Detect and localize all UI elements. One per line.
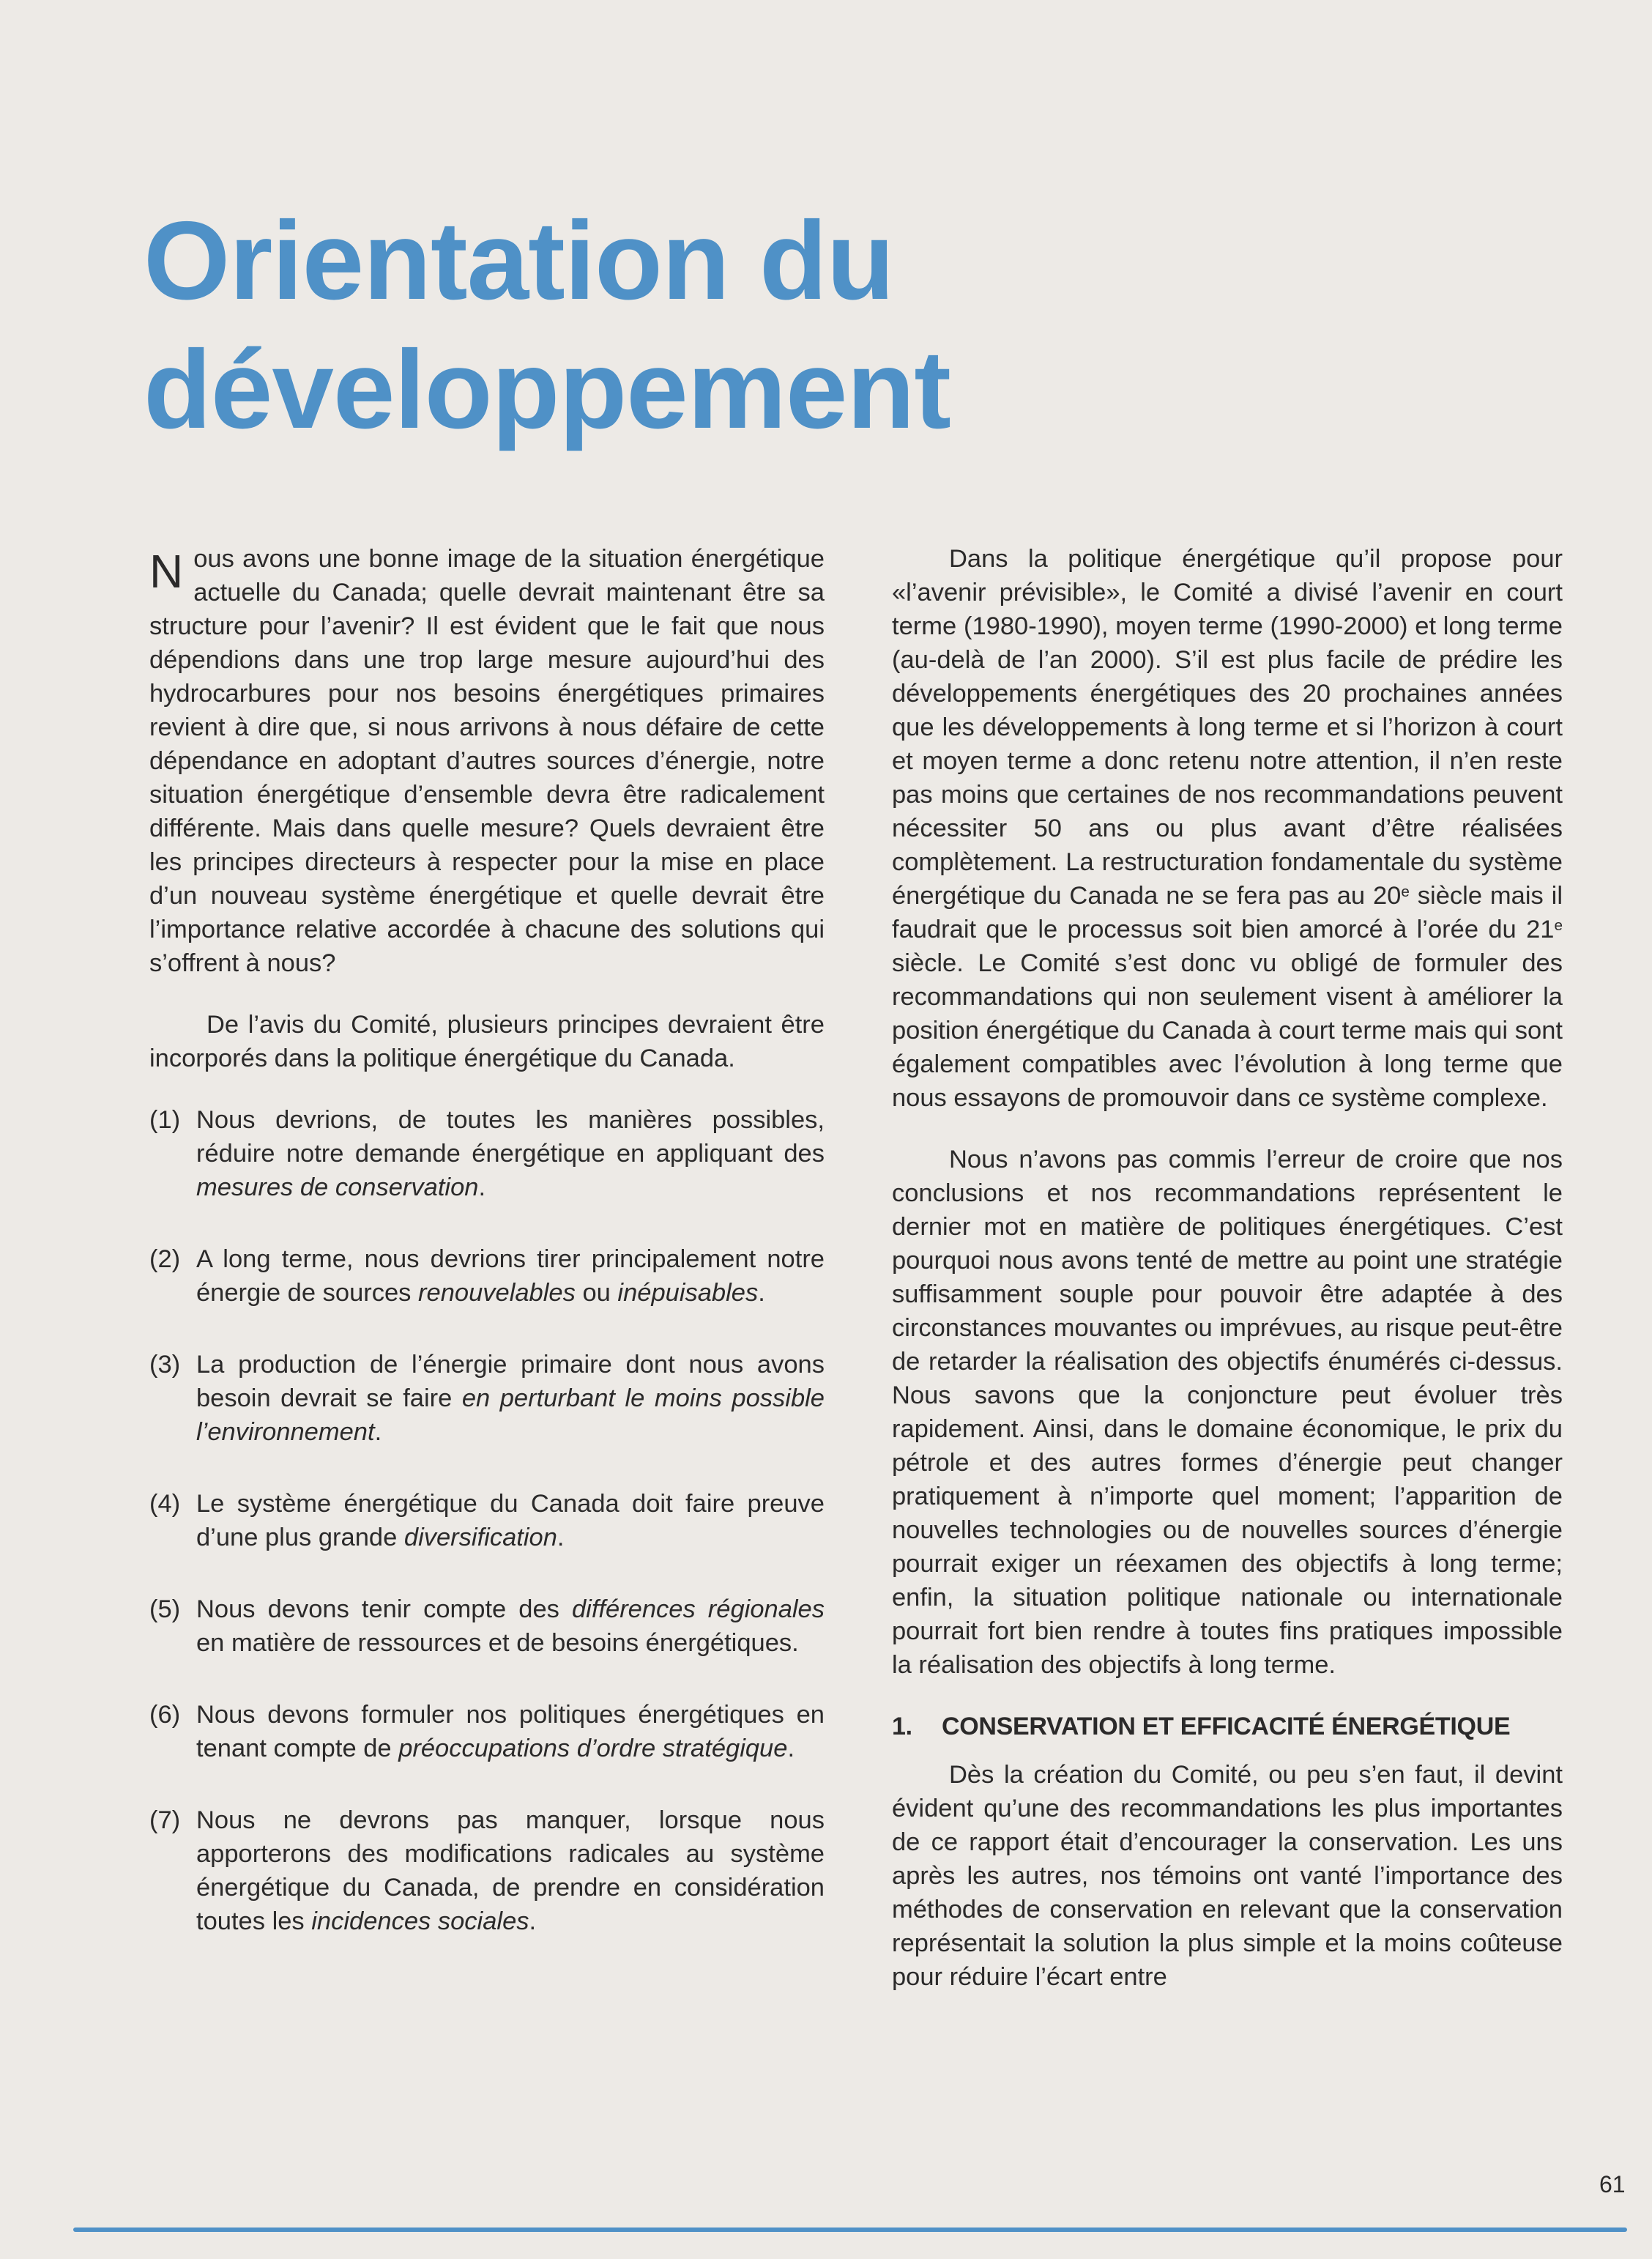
principle-number: (6) [149, 1701, 181, 1729]
principle-item [149, 1103, 825, 1204]
principle-text-end: . [374, 1418, 382, 1446]
principle-emphasis: différences régionales [571, 1595, 825, 1623]
principle-text: A long terme, nous devrions tirer principalement notre énergie de sources [196, 1245, 825, 1307]
principle-number: (2) [149, 1245, 181, 1273]
principle-emphasis-2: inépuisables [617, 1279, 759, 1307]
principle-number: (4) [149, 1490, 181, 1518]
intro-paragraph [149, 542, 825, 980]
drop-cap: N [149, 545, 184, 598]
principles-list [149, 1103, 825, 1938]
principle-number: (1) [149, 1106, 181, 1134]
horizon-paragraph [892, 542, 1563, 1115]
principle-text-end: . [787, 1735, 795, 1762]
principle-text-end: . [758, 1279, 765, 1307]
principle-item [149, 1348, 825, 1449]
horizon-text-b: siècle mais il faudrait que le processus soit bien amorcé à l’orée du 21 [892, 882, 1563, 943]
principle-item [149, 1698, 825, 1765]
principle-emphasis: préoccupations d’ordre stratégique [398, 1735, 788, 1762]
footer-rule [73, 2228, 1627, 2232]
strategy-paragraph: Nous n’avons pas commis l’erreur de croire que nos conclusions et nos recommandations représentent le dernier mot en matière de politiques énergétiques. C’est pourquoi nous avons tenté de mettre au point une stratégie suffisamment souple pour pouvoir être adaptée à des circonstances mouvantes ou imprévues, au risque peut-être de retarder la réalisation des objectifs énumérés ci-dessus. Nous savons que la conjoncture peut évoluer très rapidement. Ainsi, dans le domaine économique, le prix du pétrole et des autres formes d’énergie peut changer pratiquement à n’importe quel moment; l’apparition de nouvelles technologies ou de nouvelles sources d’énergie pourrait exiger un réexamen des objectifs à long terme; enfin, la situation politique nationale ou internationale pourrait fort bien rendre à toutes fins pratiques impossible la réalisation des objectifs à long terme. [892, 1146, 1563, 1679]
page-title: Orientation du développement [144, 199, 950, 452]
principle-item [149, 1487, 825, 1554]
section-title: CONSERVATION ET EFFICACITÉ ÉNERGÉTIQUE [942, 1713, 1511, 1740]
principle-emphasis: renouvelables [418, 1279, 576, 1307]
principle-text: Nous devrions, de toutes les manières possibles, réduire notre demande énergétique en appliquant des [196, 1106, 825, 1168]
section-number: 1. [892, 1713, 912, 1740]
principle-emphasis: diversification [403, 1524, 557, 1551]
horizon-text-c: siècle. Le Comité s’est donc vu obligé de formuler des recommandations qui non seulement visent à améliorer la position énergétique du Canada à court terme mais qui sont également compatibles avec l’évolution à long terme que nous essayons de promouvoir dans ce système complexe. [892, 949, 1563, 1112]
principle-text: Nous devons formuler nos politiques énergétiques en tenant compte de [196, 1701, 825, 1762]
section-heading [892, 1710, 1563, 1743]
principle-item [149, 1803, 825, 1938]
principle-text-end: . [557, 1524, 565, 1551]
intro-text: ous avons une bonne image de la situation énergétique actuelle du Canada; quelle devrait maintenant être sa structure pour l’avenir? Il est évident que le fait que nous dépendions dans une trop large mesure aujourd’hui des hydrocarbures pour nos besoins énergétiques primaires revient à dire que, si nous arrivons à nous défaire de cette dépendance en adoptant d’autres sources d’énergie, notre situation énergétique d’ensemble devra être radicalement différente. Mais dans quelle mesure? Quels devraient être les principes directeurs à respecter pour la mise en place d’un nouveau système énergétique et quelle devrait être l’importance relative accordée à chacune des solutions qui s’offrent à nous? [149, 545, 825, 977]
principle-number: (7) [149, 1806, 181, 1834]
principle-text-end: . [529, 1907, 537, 1935]
principle-emphasis: incidences sociales [311, 1907, 529, 1935]
horizon-text-a: Dans la politique énergétique qu’il propose pour «l’avenir prévisible», le Comité a divisé l’avenir en court terme (1980-1990), moyen terme (1990-2000) et long terme (au-delà de l’an 2000). S’il est plus facile de prédire les développements énergétiques des 20 prochaines années que les développements à long terme et si l’horizon à court et moyen terme a donc retenu notre attention, il n’en reste pas moins que certaines de nos recommandations peuvent nécessiter 50 ans ou plus avant d’être réalisées complètement. La restructuration fondamentale du système énergétique du Canada ne se fera pas au 20 [892, 545, 1563, 910]
right-column [892, 542, 1563, 1994]
principle-item [149, 1242, 825, 1310]
principle-text: La production de l’énergie primaire dont nous avons besoin devrait se faire [196, 1351, 825, 1412]
principle-text: Le système énergétique du Canada doit faire preuve d’une plus grande [196, 1490, 825, 1551]
committee-view-paragraph: De l’avis du Comité, plusieurs principes devraient être incorporés dans la politique énergétique du Canada. [149, 1011, 825, 1072]
principle-number: (3) [149, 1351, 181, 1379]
principle-text-mid: ou [575, 1279, 618, 1307]
superscript: e [1401, 883, 1410, 900]
principle-text: Nous devons tenir compte des [196, 1595, 572, 1623]
principle-emphasis: mesures de conservation [196, 1173, 479, 1201]
principle-emphasis: en perturbant le moins possible l’environnement [196, 1384, 825, 1446]
principle-text-end: en matière de ressources et de besoins énergétiques. [196, 1629, 799, 1657]
superscript: e [1554, 916, 1563, 934]
principle-text: Nous ne devrons pas manquer, lorsque nous apporterons des modifications radicales au système énergétique du Canada, de prendre en considération toutes les [196, 1806, 825, 1935]
page-number: 61 [1599, 2171, 1626, 2197]
left-column [149, 542, 825, 1976]
principle-number: (5) [149, 1595, 181, 1623]
principle-item [149, 1592, 825, 1660]
conservation-paragraph: Dès la création du Comité, ou peu s’en faut, il devint évident qu’une des recommandations les plus importantes de ce rapport était d’encourager la conservation. Les uns après les autres, nos témoins ont vanté l’importance des méthodes de conservation en relevant que la conservation représentait la solution la plus simple et la moins coûteuse pour réduire l’écart entre [892, 1761, 1563, 1991]
principle-text-end: . [478, 1173, 486, 1201]
